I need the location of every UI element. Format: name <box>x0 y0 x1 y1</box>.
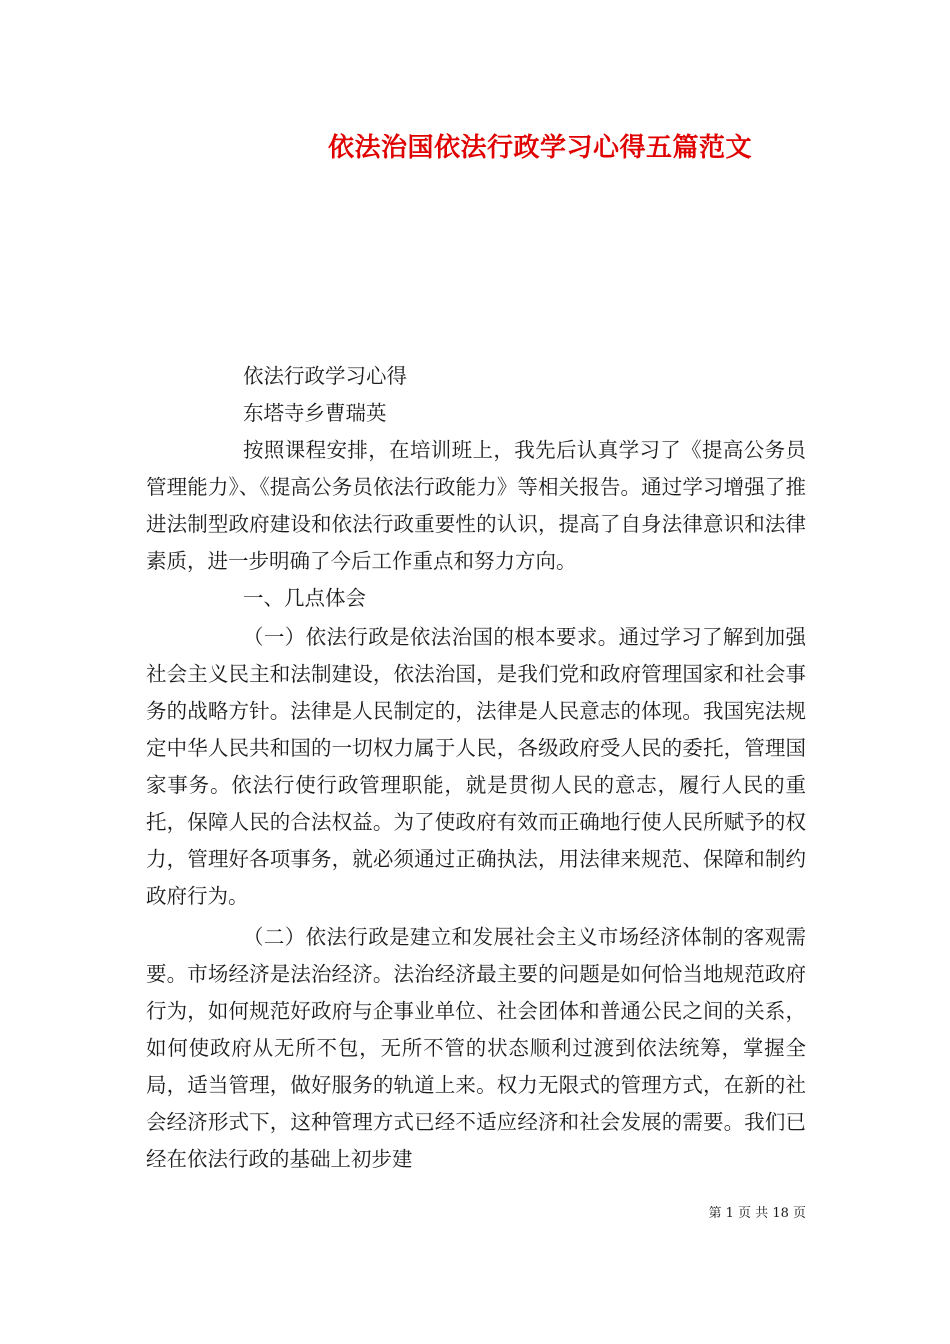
paragraph-point-two: （二）依法行政是建立和发展社会主义市场经济体制的客观需要。市场经济是法治经济。法治经济最主要的问题是如何恰当地规范政府行为，如何规范好政府与企事业单位、社会团体和普通公民之间的关系，如何使政府从无所不包，无所不管的状态顺利过渡到依法统筹，掌握全局，适当管理，做好服务的轨道上来。权力无限式的管理方式，在新的社会经济形式下，这种管理方式已经不适应经济和社会发展的需要。我们已经在依法行政的基础上初步建 <box>146 925 806 1171</box>
section-heading: 一、几点体会 <box>243 586 366 610</box>
page-number-footer: 第 1 页 共 18 页 <box>708 1206 806 1221</box>
document-subtitle: 依法行政学习心得 <box>243 364 407 388</box>
document-title: 依法治国依法行政学习心得五篇范文 <box>327 133 752 163</box>
paragraph-point-one: （一）依法行政是依法治国的根本要求。通过学习了解到加强社会主义民主和法制建设，依法治国，是我们党和政府管理国家和社会事务的战略方针。法律是人民制定的，法律是人民意志的体现。我国宪法规定中华人民共和国的一切权力属于人民，各级政府受人民的委托，管理国家事务。依法行使行政管理职能，就是贯彻人民的意志，履行人民的重托，保障人民的合法权益。为了使政府有效而正确地行使人民所赋予的权力，管理好各项事务，就必须通过正确执法，用法律来规范、保障和制约政府行为。 <box>146 625 806 908</box>
paragraph-intro: 按照课程安排，在培训班上，我先后认真学习了《提高公务员管理能力》、《提高公务员依法行政能力》等相关报告。通过学习增强了推进法制型政府建设和依法行政重要性的认识，提高了自身法律意识和法律素质，进一步明确了今后工作重点和努力方向。 <box>146 438 806 573</box>
document-author: 东塔寺乡曹瑞英 <box>243 401 387 425</box>
document-body <box>146 358 806 1178</box>
